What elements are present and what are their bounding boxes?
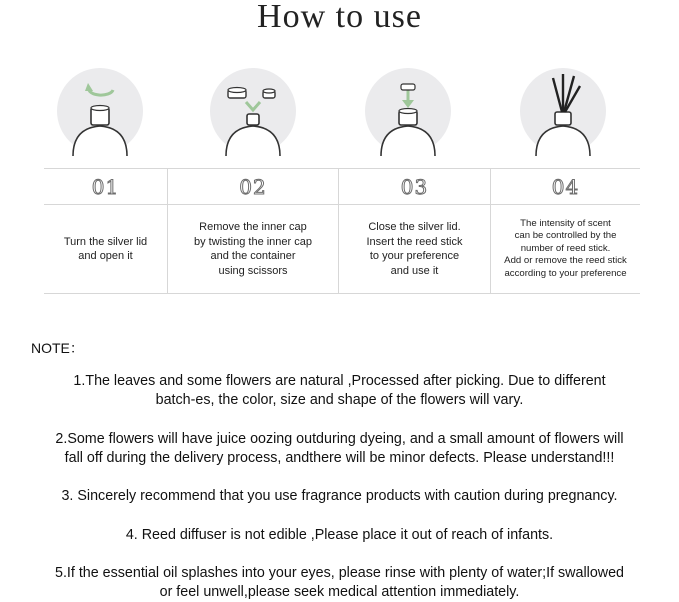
step-description: Remove the inner cap by twisting the inner cap and the container using scissors (193, 221, 312, 277)
lid-rotate-icon (55, 66, 145, 156)
steps-table (44, 168, 640, 294)
step-number: 03 (400, 175, 429, 199)
page-title: How to use (257, 0, 422, 35)
step-description: Close the silver lid. Insert the reed stick to your preference and use it (366, 221, 463, 277)
lid-close-icon (363, 66, 453, 156)
note-item: 2.Some flowers will have juice oozing outduring dyeing, and a small amount of flowers will fall off during the delivery process, andthere will be minor defects. Please understand!!! (55, 431, 624, 466)
inner-cap-remove-icon (208, 66, 298, 156)
note-item: 5.If the essential oil splashes into your eyes, please rinse with plenty of water;If swallowed or feel unwell,please seek medical attention immediately. (55, 565, 624, 600)
note-item: 3. Sincerely recommend that you use fragrance products with caution during pregnancy. (61, 488, 618, 504)
table-divider (44, 204, 640, 205)
step-number: 02 (239, 175, 267, 199)
reed-sticks-icon (518, 66, 608, 156)
note-heading: NOTE： (31, 340, 84, 356)
step-description: Turn the silver lid and open it (63, 235, 148, 262)
note-item: 1.The leaves and some flowers are natural ,Processed after picking. Due to different batch-es, the color, size and shape of the flowers will vary. (73, 373, 606, 408)
step-number: 01 (91, 175, 120, 199)
step-number: 04 (551, 175, 580, 199)
note-item: 4. Reed diffuser is not edible ,Please place it out of reach of infants. (125, 527, 554, 543)
step-description: The intensity of scent can be controlled by the number of reed stick. Add or remove the reed stick according to your preference (504, 217, 627, 279)
